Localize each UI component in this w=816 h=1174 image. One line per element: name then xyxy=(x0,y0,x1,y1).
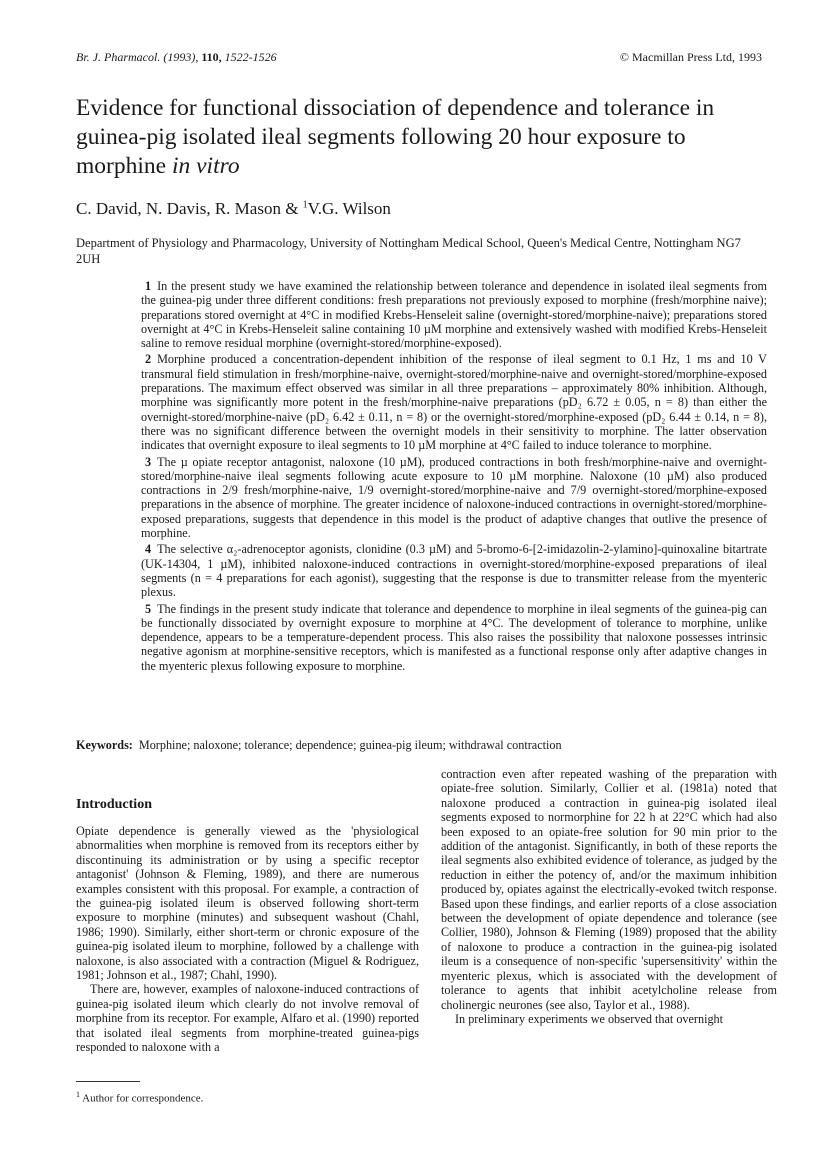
author-names: C. David, N. Davis, R. Mason & xyxy=(76,199,299,218)
journal-volume: 110, xyxy=(201,50,222,64)
abstract-item xyxy=(141,602,767,673)
item-number: 5 xyxy=(145,601,152,616)
title-main: Evidence for functional dissociation of dependence and tolerance in guinea-pig isolated ileal segments following 20 hour exposure to morphine xyxy=(76,95,715,179)
affiliation: Department of Physiology and Pharmacology, University of Nottingham Medical School, Queen's Medical Centre, Nottingham NG7 2UH xyxy=(76,236,741,266)
footnote-mark: 1 xyxy=(76,1090,80,1099)
section-heading: Introduction xyxy=(76,797,152,812)
body-column-left xyxy=(76,824,419,1055)
author-last: V.G. Wilson xyxy=(307,199,391,218)
footnote-rule xyxy=(76,1081,140,1082)
abstract-item xyxy=(141,455,767,541)
body-column-right xyxy=(441,767,777,1026)
footnote xyxy=(76,1090,203,1105)
journal-year: (1993), xyxy=(163,50,199,64)
article-title xyxy=(76,94,762,181)
paragraph: Opiate dependence is generally viewed as the 'physiological abnormalities when morphine is removed from its receptors either by discontinuing its administration or by using a specific receptor antagonist' (Johnson & Fleming, 1989), and there are numerous examples consistent with this proposal. For example, a contraction of the guinea-pig isolated ileum is observed following short-term exposure to morphine (minutes) and subsequent washout (Chahl, 1986; 1990). Similarly, either short-term or chronic exposure of the guinea-pig isolated ileum to morphine, followed by a challenge with naloxone, is also associated with a contraction (Miguel & Rodriguez, 1981; Johnson et al., 1987; Chahl, 1990). xyxy=(76,824,419,983)
paragraph: contraction even after repeated washing of the preparation with opiate-free solution. Similarly, Collier et al. (1981a) noted that naloxone produced a contraction in guinea-pig isolated ileal segments exposed to normorphine for 22 h at 22°C which had also been exposed to an opiate-free solution for 90 min prior to the addition of the antagonist. Significantly, in both of these reports the ileal segments also exhibited evidence of tolerance, as judged by the reduction in either the potency of, and/or the maximum inhibition produced by, opiates against the electrically-evoked twitch response. Based upon these findings, and earlier reports of a close association between the development of opiate dependence and tolerance (see Collier, 1980), Johnson & Fleming (1989) proposed that the ability of naloxone to produce a contraction in the guinea-pig isolated ileum is a consequence of non-specific 'supersensitivity' within the myenteric plexus, which is associated with the development of tolerance to agents that inhibit acetylcholine release from cholinergic neurones (see also, Taylor et al., 1988). xyxy=(441,767,777,1012)
item-text: The findings in the present study indicate that tolerance and dependence to morphine in ileal segments of the guinea-pig can be functionally dissociated by overnight exposure to morphine at 4°C. The development of tolerance to morphine, unlike dependence, appears to be a temperature-dependent process. This also raises the possibility that naloxone possesses intrinsic negative agonism at morphine-sensitive receptors, which is manifested as a functional response only after adaptive changes in the myenteric plexus following exposure to morphine. xyxy=(141,601,767,673)
keywords xyxy=(76,738,766,753)
item-number: 1 xyxy=(145,279,152,293)
abstract-item xyxy=(141,542,767,599)
journal-name: Br. J. Pharmacol. xyxy=(76,50,161,64)
item-text: In the present study we have examined the relationship between tolerance and dependence in isolated ileal segments from the guinea-pig under three different conditions: fresh preparations not previously exposed to morphine (fresh/morphine naive); preparations stored overnight at 4°C in modified Krebs-Henseleit saline (overnight-stored/morphine-naive); preparations stored overnight at 4°C in Krebs-Henseleit saline containing 10 µM morphine and extensively washed with modified Krebs-Henseleit saline to remove residual morphine (overnight-stored/morphine-exposed). xyxy=(141,279,767,351)
keywords-text: Morphine; naloxone; tolerance; dependence; guinea-pig ileum; withdrawal contraction xyxy=(138,738,562,752)
abstract-item xyxy=(141,352,767,452)
journal-pages: 1522-1526 xyxy=(224,50,277,64)
item-number: 3 xyxy=(145,454,152,469)
item-number: 2 xyxy=(145,352,152,367)
abstract xyxy=(141,279,767,675)
abstract-item xyxy=(141,279,767,350)
paragraph: In preliminary experiments we observed that overnight xyxy=(455,1011,724,1026)
item-text: Morphine produced a concentration-dependent inhibition of the response of ileal segment to 0.1 Hz, 1 ms and 10 V transmural field stimulation in fresh/morphine-naive, overnight-stored/morphine-naive and overnight-stored/morphine-exposed preparations. The maximum effect observed was similar in all three preparations – approximately 80% inhibition. Although, morphine was significantly more potent in the fresh/morphine-naive preparations (pD₂ 6.72 ± 0.05, n = 8) than either the overnight-stored/morphine-naive (pD₂ 6.42 ± 0.11, n = 8) or the overnight-stored/morphine-exposed (pD₂ 6.44 ± 0.14, n = 8), there was no significant difference between the overnight models in their sensitivity to morphine. The latter observation indicates that overnight exposure to ileal segments to 10 µM morphine at 4°C failed to induce tolerance to morphine. xyxy=(141,352,767,453)
item-text: The selective α₂-adrenoceptor agonists, clonidine (0.3 µM) and 5-bromo-6-[2-imidazolin-2-ylamino]-quinoxaline bitartrate (UK-14304, 1 µM), inhibited naloxone-induced contractions in overnight-stored/morphine-exposed preparations of ileal segments (n = 4 preparations for each agonist), suggesting that the response is due to transmitter release from the myenteric plexus. xyxy=(141,542,767,600)
author-list xyxy=(76,199,762,219)
copyright: © Macmillan Press Ltd, 1993 xyxy=(619,50,762,64)
footnote-text: Author for correspondence. xyxy=(82,1092,204,1105)
item-number: 4 xyxy=(145,542,152,557)
title-italic: in vitro xyxy=(171,153,240,179)
item-text: The µ opiate receptor antagonist, naloxone (10 µM), produced contractions in both fresh/morphine-naive and overnight-stored/morphine-naive ileal segments following acute exposure to 10 µM morphine. Naloxone (10 µM) also produced contractions in 2/9 fresh/morphine-naive, 1/9 overnight-stored/morphine-naive and 7/9 overnight-stored/morphine-exposed preparations in the absence of morphine. The greater incidence of naloxone-induced contractions in overnight-stored/morphine-exposed preparations, suggests that dependence in this model is the product of adaptive changes that outlive the presence of morphine. xyxy=(141,454,767,541)
running-header xyxy=(76,50,762,70)
correspondence-mark: 1 xyxy=(302,199,308,211)
keywords-label: Keywords: xyxy=(76,738,133,752)
paragraph: There are, however, examples of naloxone-induced contractions of guinea-pig isolated ileum which clearly do not involve removal of morphine from its receptor. For example, Alfaro et al. (1990) reported that isolated ileal segments from morphine-treated guinea-pigs responded to naloxone with a xyxy=(76,982,419,1055)
